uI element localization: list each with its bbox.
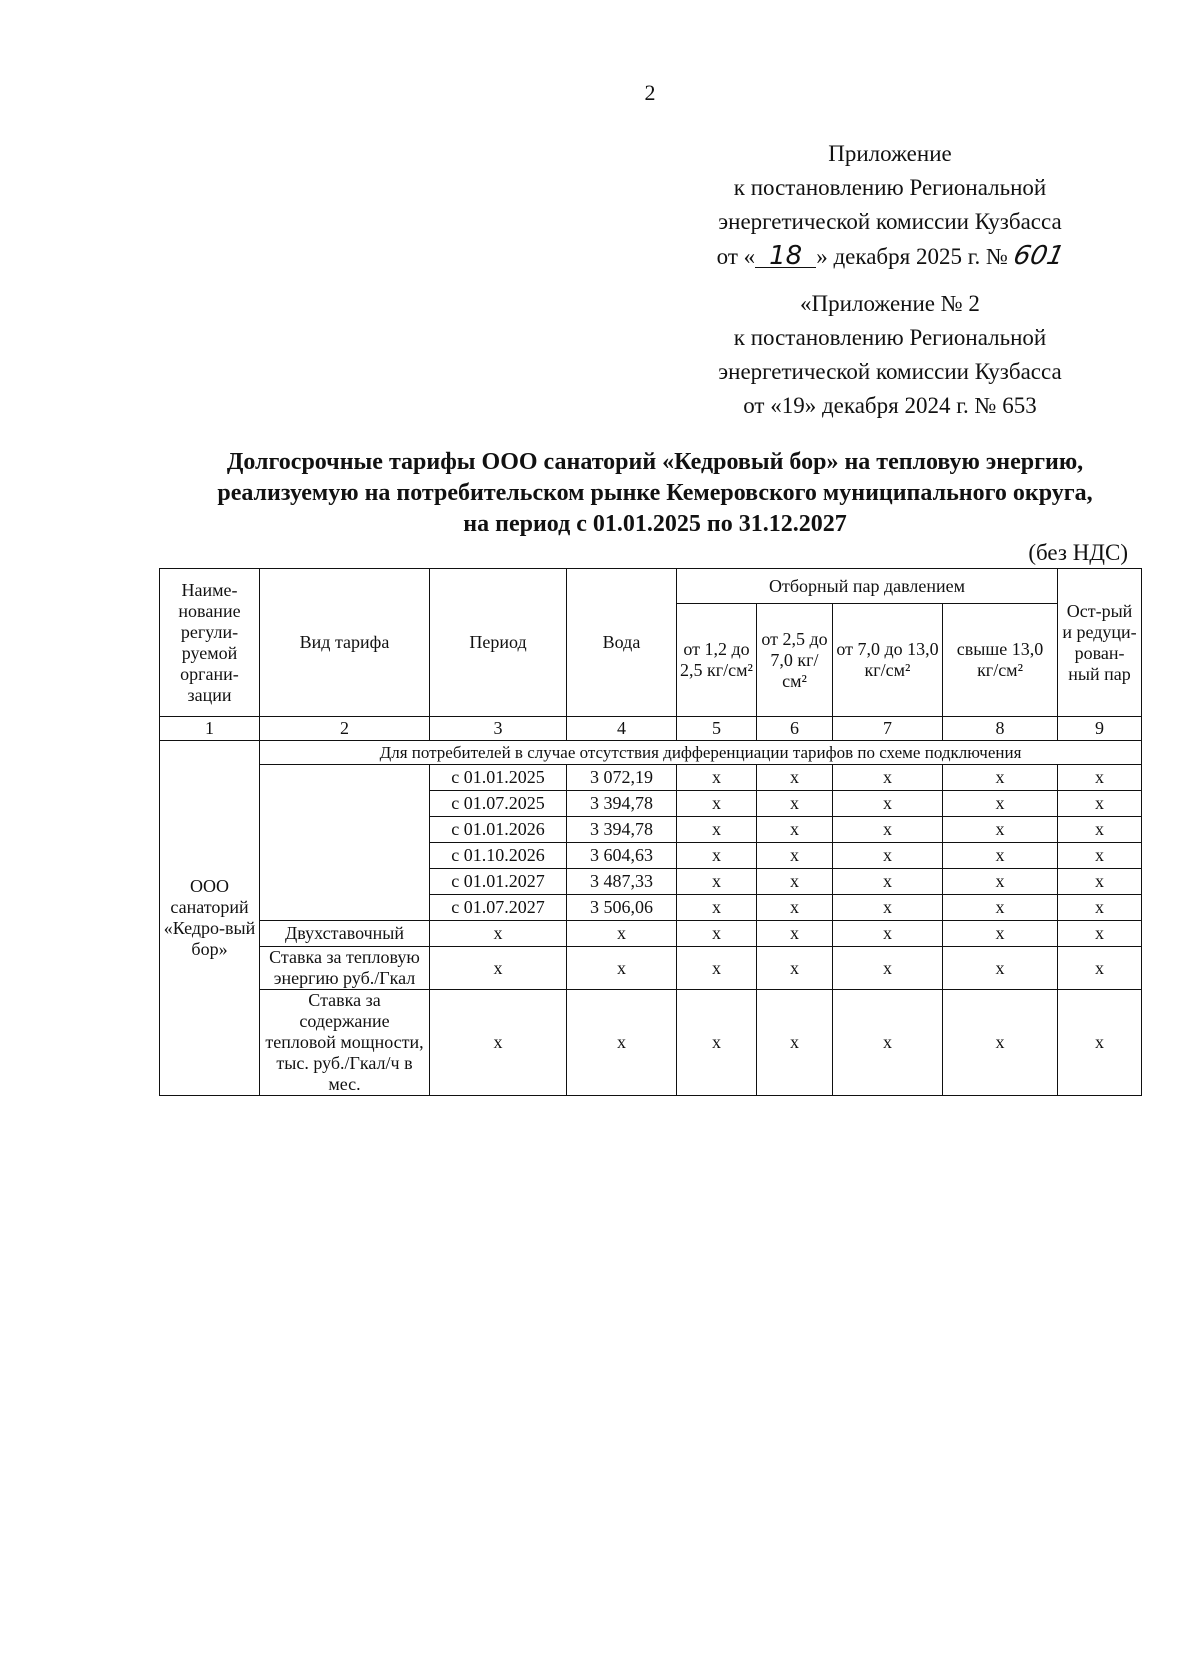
column-number: 4 [567, 717, 677, 741]
two-part-tariff-row [160, 921, 1142, 947]
column-number: 2 [260, 717, 430, 741]
period-cell: с 01.07.2025 [430, 791, 567, 817]
column-number: 1 [160, 717, 260, 741]
steam-1-cell: x [677, 921, 757, 947]
appendix-line: к постановлению Региональной [733, 325, 1047, 350]
steam-3-cell: x [833, 817, 943, 843]
tariff-row [160, 765, 1142, 791]
header-tariff-type: Вид тарифа [260, 569, 430, 717]
tariff-type-cell: Ставка за содержание тепловой мощности, тыс. руб./Гкал/ч в мес. [260, 990, 430, 1096]
header-reduced-steam: Ост-рый и редуци-рован-ный пар [1058, 569, 1142, 717]
reduced-steam-cell: x [1058, 921, 1142, 947]
date-prefix: от « [716, 244, 756, 269]
tariff-type-cell: Двухставочный [260, 921, 430, 947]
period-cell: с 01.07.2027 [430, 895, 567, 921]
header-org-name: Наиме-нование регули-руемой органи-зации [160, 569, 260, 717]
reduced-steam-cell: x [1058, 765, 1142, 791]
document-title [135, 447, 1175, 540]
column-number: 3 [430, 717, 567, 741]
appendix-line: к постановлению Региональной [733, 175, 1047, 200]
period-cell: с 01.01.2027 [430, 869, 567, 895]
appendix-header-old [660, 287, 1120, 423]
header-period: Период [430, 569, 567, 717]
column-number: 7 [833, 717, 943, 741]
water-tariff-cell: 3 072,19 [567, 765, 677, 791]
appendix-line: энергетической комиссии Кузбасса [718, 209, 1062, 234]
steam-4-cell: x [943, 947, 1058, 990]
steam-4-cell: x [943, 921, 1058, 947]
steam-2-cell: x [757, 990, 833, 1096]
date-middle: » декабря 2025 г. № [816, 244, 1008, 269]
header-water: Вода [567, 569, 677, 717]
steam-2-cell: x [757, 791, 833, 817]
steam-3-cell: x [833, 791, 943, 817]
tariff-type-cell: Ставка за тепловую энергию руб./Гкал [260, 947, 430, 990]
handwritten-day: 18 [755, 245, 816, 268]
period-cell: x [430, 990, 567, 1096]
steam-4-cell: x [943, 817, 1058, 843]
steam-1-cell: x [677, 947, 757, 990]
two-part-tariff-row [160, 947, 1142, 990]
appendix-line: энергетической комиссии Кузбасса [718, 359, 1062, 384]
reduced-steam-cell: x [1058, 869, 1142, 895]
steam-2-cell: x [757, 947, 833, 990]
period-cell: x [430, 921, 567, 947]
column-number-row [160, 717, 1142, 741]
appendix-title: «Приложение № 2 [800, 291, 980, 316]
steam-1-cell: x [677, 843, 757, 869]
section-label-cell: Для потребителей в случае отсутствия дифференциации тарифов по схеме подключения [260, 741, 1142, 765]
title-line: реализуемую на потребительском рынке Кемеровского муниципального округа, [217, 480, 1093, 506]
steam-3-cell: x [833, 947, 943, 990]
steam-2-cell: x [757, 895, 833, 921]
header-steam-4: свыше 13,0 кг/см² [943, 604, 1058, 717]
header-steam-2: от 2,5 до 7,0 кг/см² [757, 604, 833, 717]
period-cell: с 01.01.2026 [430, 817, 567, 843]
steam-3-cell: x [833, 843, 943, 869]
header-steam-group: Отборный пар давлением [677, 569, 1058, 604]
water-tariff-cell: 3 394,78 [567, 817, 677, 843]
steam-2-cell: x [757, 843, 833, 869]
steam-1-cell: x [677, 990, 757, 1096]
reduced-steam-cell: x [1058, 947, 1142, 990]
one-part-tariff-type-cell [260, 765, 430, 921]
steam-3-cell: x [833, 765, 943, 791]
water-tariff-cell: x [567, 947, 677, 990]
header-row [160, 569, 1142, 604]
header-steam-3: от 7,0 до 13,0 кг/см² [833, 604, 943, 717]
organization-name-cell: ООО санаторий «Кедро-вый бор» [160, 741, 260, 1096]
appendix-date-line: от «19» декабря 2024 г. № 653 [743, 393, 1037, 418]
steam-1-cell: x [677, 895, 757, 921]
column-number: 6 [757, 717, 833, 741]
steam-2-cell: x [757, 921, 833, 947]
steam-4-cell: x [943, 843, 1058, 869]
reduced-steam-cell: x [1058, 843, 1142, 869]
vat-note: (без НДС) [1028, 540, 1128, 565]
water-tariff-cell: 3 394,78 [567, 791, 677, 817]
water-tariff-cell: 3 604,63 [567, 843, 677, 869]
title-line: Долгосрочные тарифы ООО санаторий «Кедровый бор» на тепловую энергию, [226, 449, 1084, 475]
steam-2-cell: x [757, 817, 833, 843]
reduced-steam-cell: x [1058, 990, 1142, 1096]
section-row [160, 741, 1142, 765]
steam-1-cell: x [677, 791, 757, 817]
header-steam-1: от 1,2 до 2,5 кг/см² [677, 604, 757, 717]
period-cell: с 01.10.2026 [430, 843, 567, 869]
water-tariff-cell: x [567, 990, 677, 1096]
steam-4-cell: x [943, 765, 1058, 791]
steam-3-cell: x [833, 869, 943, 895]
appendix-date-line [660, 239, 1120, 274]
column-number: 9 [1058, 717, 1142, 741]
title-line: на период с 01.01.2025 по 31.12.2027 [463, 511, 847, 537]
steam-4-cell: x [943, 895, 1058, 921]
appendix-header-new [660, 137, 1120, 274]
appendix-title: Приложение [828, 141, 952, 166]
steam-4-cell: x [943, 869, 1058, 895]
page-number: 2 [644, 80, 656, 105]
two-part-tariff-row [160, 990, 1142, 1096]
steam-2-cell: x [757, 765, 833, 791]
period-cell: с 01.01.2025 [430, 765, 567, 791]
reduced-steam-cell: x [1058, 791, 1142, 817]
water-tariff-cell: 3 506,06 [567, 895, 677, 921]
water-tariff-cell: 3 487,33 [567, 869, 677, 895]
steam-1-cell: x [677, 869, 757, 895]
steam-4-cell: x [943, 990, 1058, 1096]
reduced-steam-cell: x [1058, 895, 1142, 921]
steam-3-cell: x [833, 921, 943, 947]
handwritten-number: 601 [1010, 241, 1067, 271]
tariff-table [159, 568, 1142, 1096]
steam-2-cell: x [757, 869, 833, 895]
steam-4-cell: x [943, 791, 1058, 817]
column-number: 5 [677, 717, 757, 741]
period-cell: x [430, 947, 567, 990]
steam-1-cell: x [677, 817, 757, 843]
steam-3-cell: x [833, 990, 943, 1096]
column-number: 8 [943, 717, 1058, 741]
steam-3-cell: x [833, 895, 943, 921]
reduced-steam-cell: x [1058, 817, 1142, 843]
steam-1-cell: x [677, 765, 757, 791]
water-tariff-cell: x [567, 921, 677, 947]
